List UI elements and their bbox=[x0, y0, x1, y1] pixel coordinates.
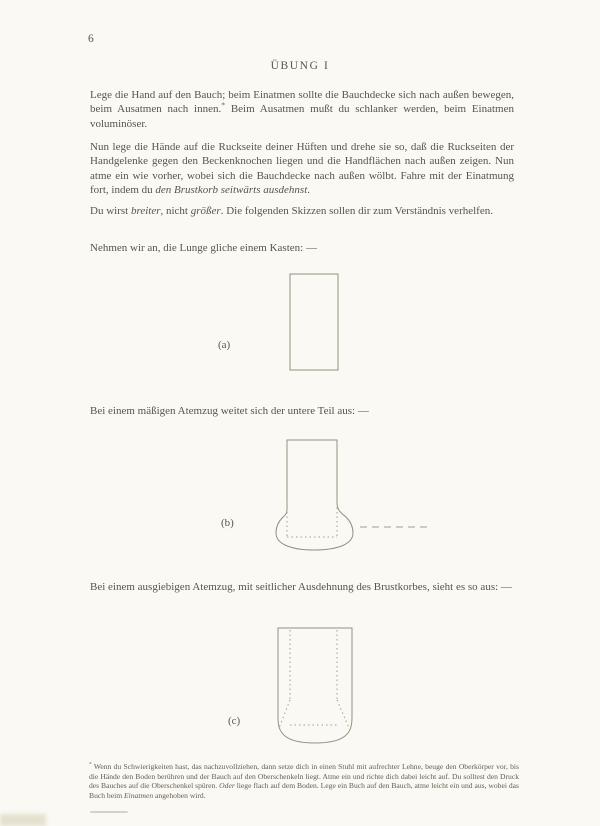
figure-b-bulge-sketch bbox=[270, 432, 435, 556]
footnote: * Wenn du Schwierigkeiten hast, das nachzuvollziehen, dann setze dich in einen Stuhl mit aufrechter Lehne, beuge den Oberkörper vor, bis die Hände den Boden berühren und der Bauch auf den Oberschenkeln liegt. Atme ein und richte dich dabei leicht auf. Du solltest den Druck des Bauches auf die Oberschenkel spüren. Oder liege flach auf dem Boden. Lege ein Buch auf den Bauch, atme leicht ein und aus, wobei das Buch beim Einatmen angehoben wird. bbox=[89, 761, 519, 800]
paragraph-5-lead-in-b: Bei einem mäßigen Atemzug weitet sich der untere Teil aus: — bbox=[90, 405, 369, 417]
paragraph-6-lead-in-c: Bei einem ausgiebigen Atemzug, mit seitlicher Ausdehnung des Brustkorbes, sieht es so aus: — bbox=[90, 581, 512, 593]
page-number: 6 bbox=[88, 33, 94, 45]
scan-artifact-corner bbox=[0, 814, 46, 826]
paragraph-2: Nun lege die Hände auf die Ruckseite deiner Hüften und drehe sie so, daß die Ruckseiten der Handgelenke gegen den Beckenknochen liegen und die Handflächen nach außen zeigen. Nun atme ein wie vorher, wobei sich die Bauchdecke nach außen wölbt. Fahre mit der Einatmung fort, indem du den Brustkorb seitwärts ausdehnst. bbox=[90, 141, 514, 196]
scan-artifact-line bbox=[90, 811, 128, 813]
page-title: ÜBUNG I bbox=[270, 60, 330, 72]
paragraph-1: Lege die Hand auf den Bauch; beim Einatmen sollte die Bauchdecke sich nach außen bewegen, beim Ausatmen nach innen.* Beim Ausatmen mußt du schlanker werden, beim Einatmen voluminöser. bbox=[90, 89, 514, 130]
figure-b-label: (b) bbox=[221, 517, 234, 529]
figure-a-label: (a) bbox=[218, 339, 231, 351]
figure-c-expanded-sketch bbox=[265, 620, 375, 750]
figure-c-label: (c) bbox=[228, 715, 241, 727]
paragraph-4-lead-in-a: Nehmen wir an, die Lunge gliche einem Kasten: — bbox=[90, 242, 317, 254]
paragraph-3: Du wirst breiter, nicht größer. Die folgenden Skizzen sollen dir zum Verständnis verhelfen. bbox=[90, 205, 493, 217]
figure-a-box-sketch bbox=[278, 268, 354, 378]
